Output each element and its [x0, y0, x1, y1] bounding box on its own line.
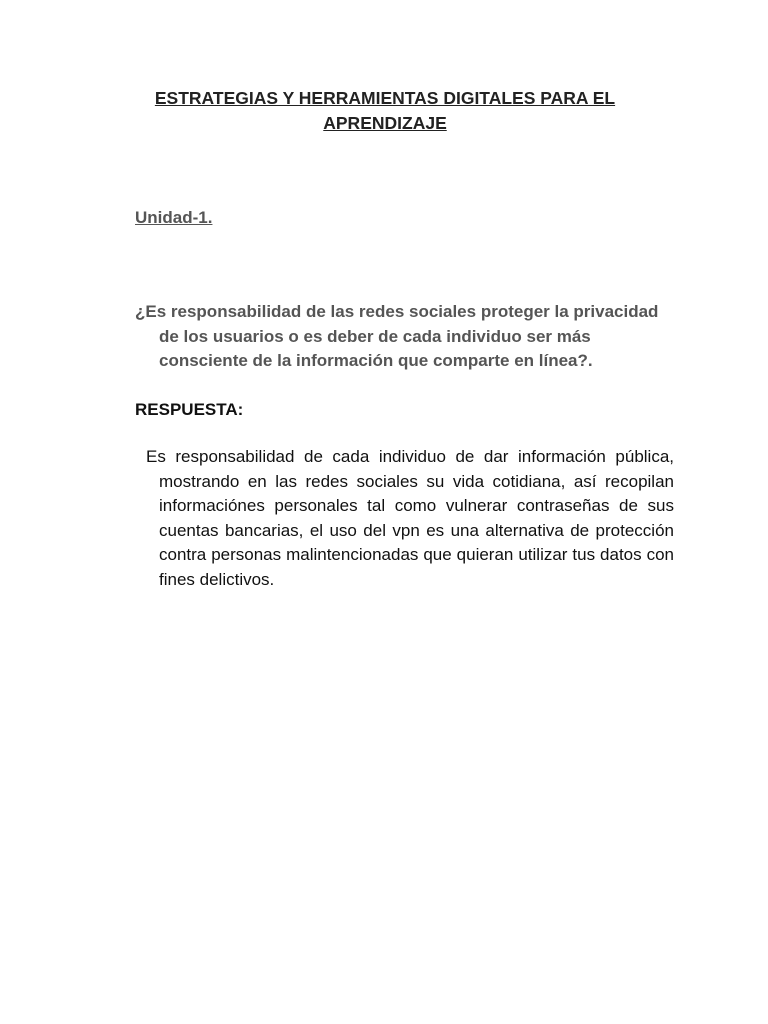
answer-text: Es responsabilidad de cada individuo de dar información pública, mostrando en las redes sociales su vida cotidiana, así recopilan informaciónes personales tal como vulnerar contraseñas de sus cuentas bancarias, el uso del vpn es una alternativa de protección contra personas malintencionadas que quieran utilizar tus datos con fines delictivos.	[146, 447, 674, 589]
answer-heading: RESPUESTA:	[135, 400, 244, 419]
question-text: ¿Es responsabilidad de las redes sociales proteger la privacidad de los usuarios o es deber de cada individuo ser más consciente de la información que comparte en línea?.	[135, 302, 659, 370]
unit-label: Unidad-1.	[135, 208, 213, 227]
document-title: ESTRATEGIAS Y HERRAMIENTAS DIGITALES PARA EL APRENDIZAJE	[154, 88, 616, 133]
